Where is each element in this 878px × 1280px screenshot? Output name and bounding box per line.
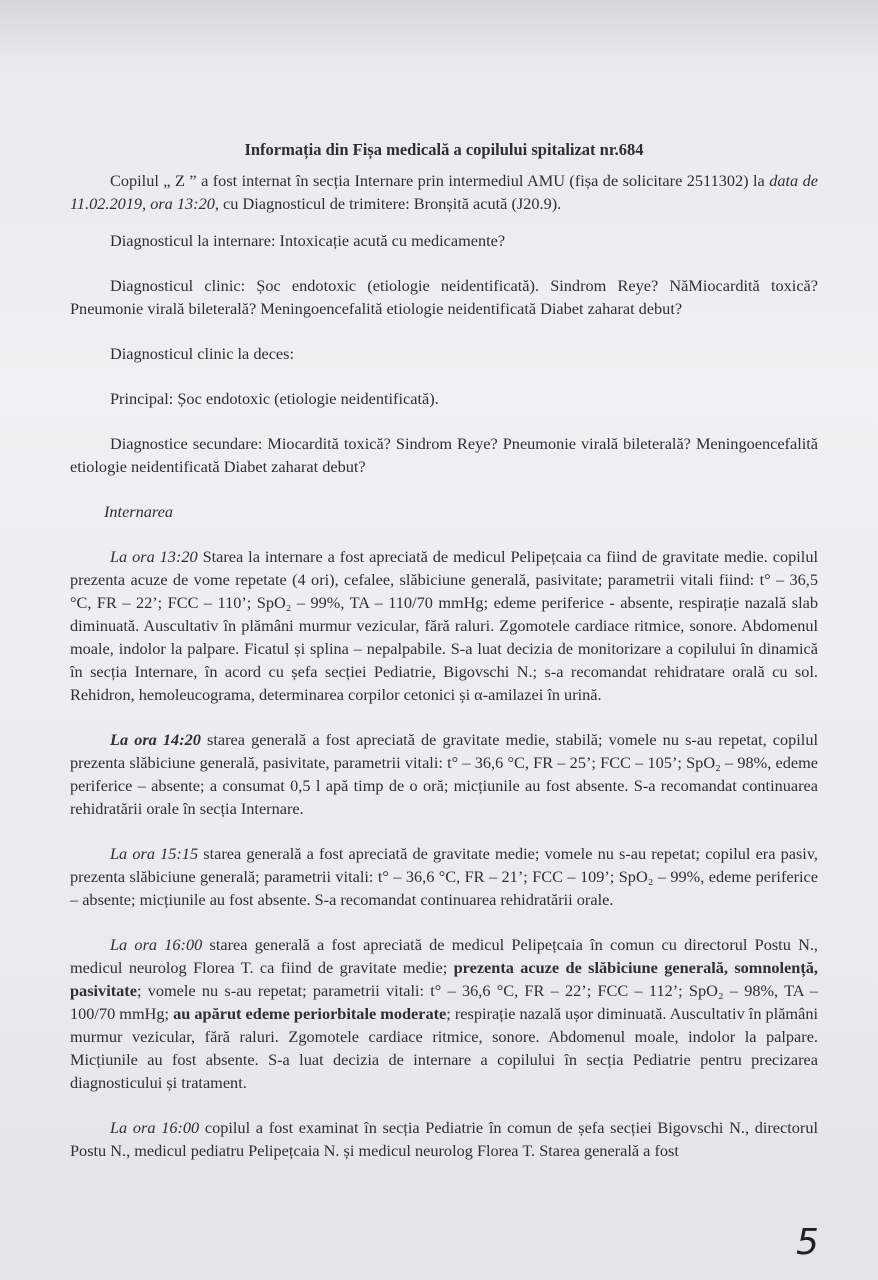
- entry-text: copilul a fost examinat în secția Pediatrie în comun de șefa secției Bigovschi N., directorul Postu N., medicul pediatru Pelipețcaia N. și medicul neurolog Florea T. Starea generală a fost: [70, 1118, 818, 1160]
- entry-text: starea generală a fost apreciată de gravitate medie; vomele nu s-au repetat; copilul era pasiv, prezenta slăbiciune generală; parametrii vitali: t° – 36,6 °C, FR – 21’; FCC – 109’; SpO₂ – 99%, edeme periferice – absente; micțiunile au fost absente. S-a recomandat continuarea rehidratării orale.: [70, 844, 818, 909]
- entry-time: La ora 16:00: [110, 935, 203, 954]
- intro-paragraph: [70, 169, 818, 215]
- intro-lead: Copilul „ Z ” a fost internat în secția Internare prin intermediul AMU (fișa de solicitare 2511302) la: [110, 171, 770, 190]
- entry-1320: [70, 545, 818, 706]
- entry-1420: [70, 728, 818, 820]
- entry-text: ; vomele nu s-au repetat; parametrii vitali: t° – 36,6 °C, FR – 22’; FCC – 112’; SpO₂ – 98%, TA – 100/70 mmHg;: [70, 981, 818, 1023]
- entry-1515: [70, 842, 818, 911]
- entry-text-bold: prezenta acuze de slăbiciune generală, somnolență, pasivitate: [70, 958, 818, 1000]
- entry-time: La ora 15:15: [110, 844, 199, 863]
- admission-date: data de 11.02.2019, ora 13:20: [70, 171, 818, 213]
- entry-text: starea generală a fost apreciată de medicul Pelipețcaia în comun cu directorul Postu N., medicul neurolog Florea T. ca fiind de gravitate medie;: [70, 935, 818, 977]
- document-body: [70, 138, 818, 1162]
- diagnosis-secondary: Diagnostice secundare: Miocardită toxică? Sindrom Reye? Pneumonie virală bileterală? Meningoencefalită etiologie neidentificată Diabet zaharat debut?: [70, 434, 818, 476]
- entry-1600-internare: [70, 933, 818, 1094]
- intro-tail: , cu Diagnosticul de trimitere: Bronșită acută (J20.9).: [214, 194, 562, 213]
- diagnosis-principal: Principal: Șoc endotoxic (etiologie neidentificată).: [110, 389, 439, 408]
- entry-1600-pediatrie: [70, 1116, 818, 1162]
- diagnosis-admission: Diagnosticul la internare: Intoxicație acută cu medicamente?: [110, 231, 506, 250]
- entry-time: La ora 16:00: [110, 1118, 200, 1137]
- entry-text: ; respirație nazală ușor diminuată. Auscultativ în plămâni murmur vezicular, fără raluri. Zgomotele cardiace ritmice, sonore. Abdomenul moale, indolor la palpare. Micțiunile au fost absente. S-a luat decizia de internare a copilului în secția Pediatrie pentru precizarea diagnosticului și tratament.: [70, 1004, 818, 1092]
- document-title: Informația din Fișa medicală a copilului spitalizat nr.684: [244, 140, 644, 159]
- entry-text-bold: au apărut edeme periorbitale moderate: [173, 1004, 447, 1023]
- section-heading: Internarea: [104, 502, 174, 521]
- entry-time: La ora 13:20: [110, 547, 198, 566]
- entry-time: La ora 14:20: [110, 730, 201, 749]
- diagnosis-clinical: Diagnosticul clinic: Șoc endotoxic (etiologie neidentificată). Sindrom Reye? NăMiocardită toxică? Pneumonie virală bileterală? Meningoencefalită etiologie neidentificată Diabet zaharat debut?: [70, 276, 818, 318]
- paper-shadow: [0, 0, 878, 60]
- diagnosis-death-heading: Diagnosticul clinic la deces:: [110, 344, 295, 363]
- entry-text: Starea la internare a fost apreciată de medicul Pelipețcaia ca fiind de gravitate medie. copilul prezenta acuze de vome repetate (4 ori), cefalee, slăbiciune generală, pasivitate; parametrii vitali fiind: t° – 36,5 °C, FR – 22’; FCC – 110’; SpO₂ – 99%, TA – 110/70 mmHg; edeme periferice - absente, respirație nazală slab diminuată. Auscultativ în plămâni murmur vezicular, fără raluri. Zgomotele cardiace ritmice, sonore. Abdomenul moale, indolor la palpare. Ficatul și splina – nepalpabile. S-a luat decizia de monitorizare a copilului în dinamică în secția Internare, în acord cu șefa secției Pediatrie, Bigovschi N.; s-a recomandat rehidratare orală cu sol. Rehidron, hemoleucograma, determinarea corpilor cetonici și α-amilazei în urină.: [70, 547, 818, 704]
- entry-text: starea generală a fost apreciată de gravitate medie, stabilă; vomele nu s-au repetat, copilul prezenta slăbiciune generală, pasivitate, parametrii vitali: t° – 36,6 °C, FR – 25’; FCC – 105’; SpO₂ – 98%, edeme periferice – absente; a consumat 0,5 l apă timp de o oră; micțiunile au fost absente. S-a recomandat continuarea rehidratării orale în secția Internare.: [70, 730, 818, 818]
- page-number: 5: [796, 1222, 819, 1263]
